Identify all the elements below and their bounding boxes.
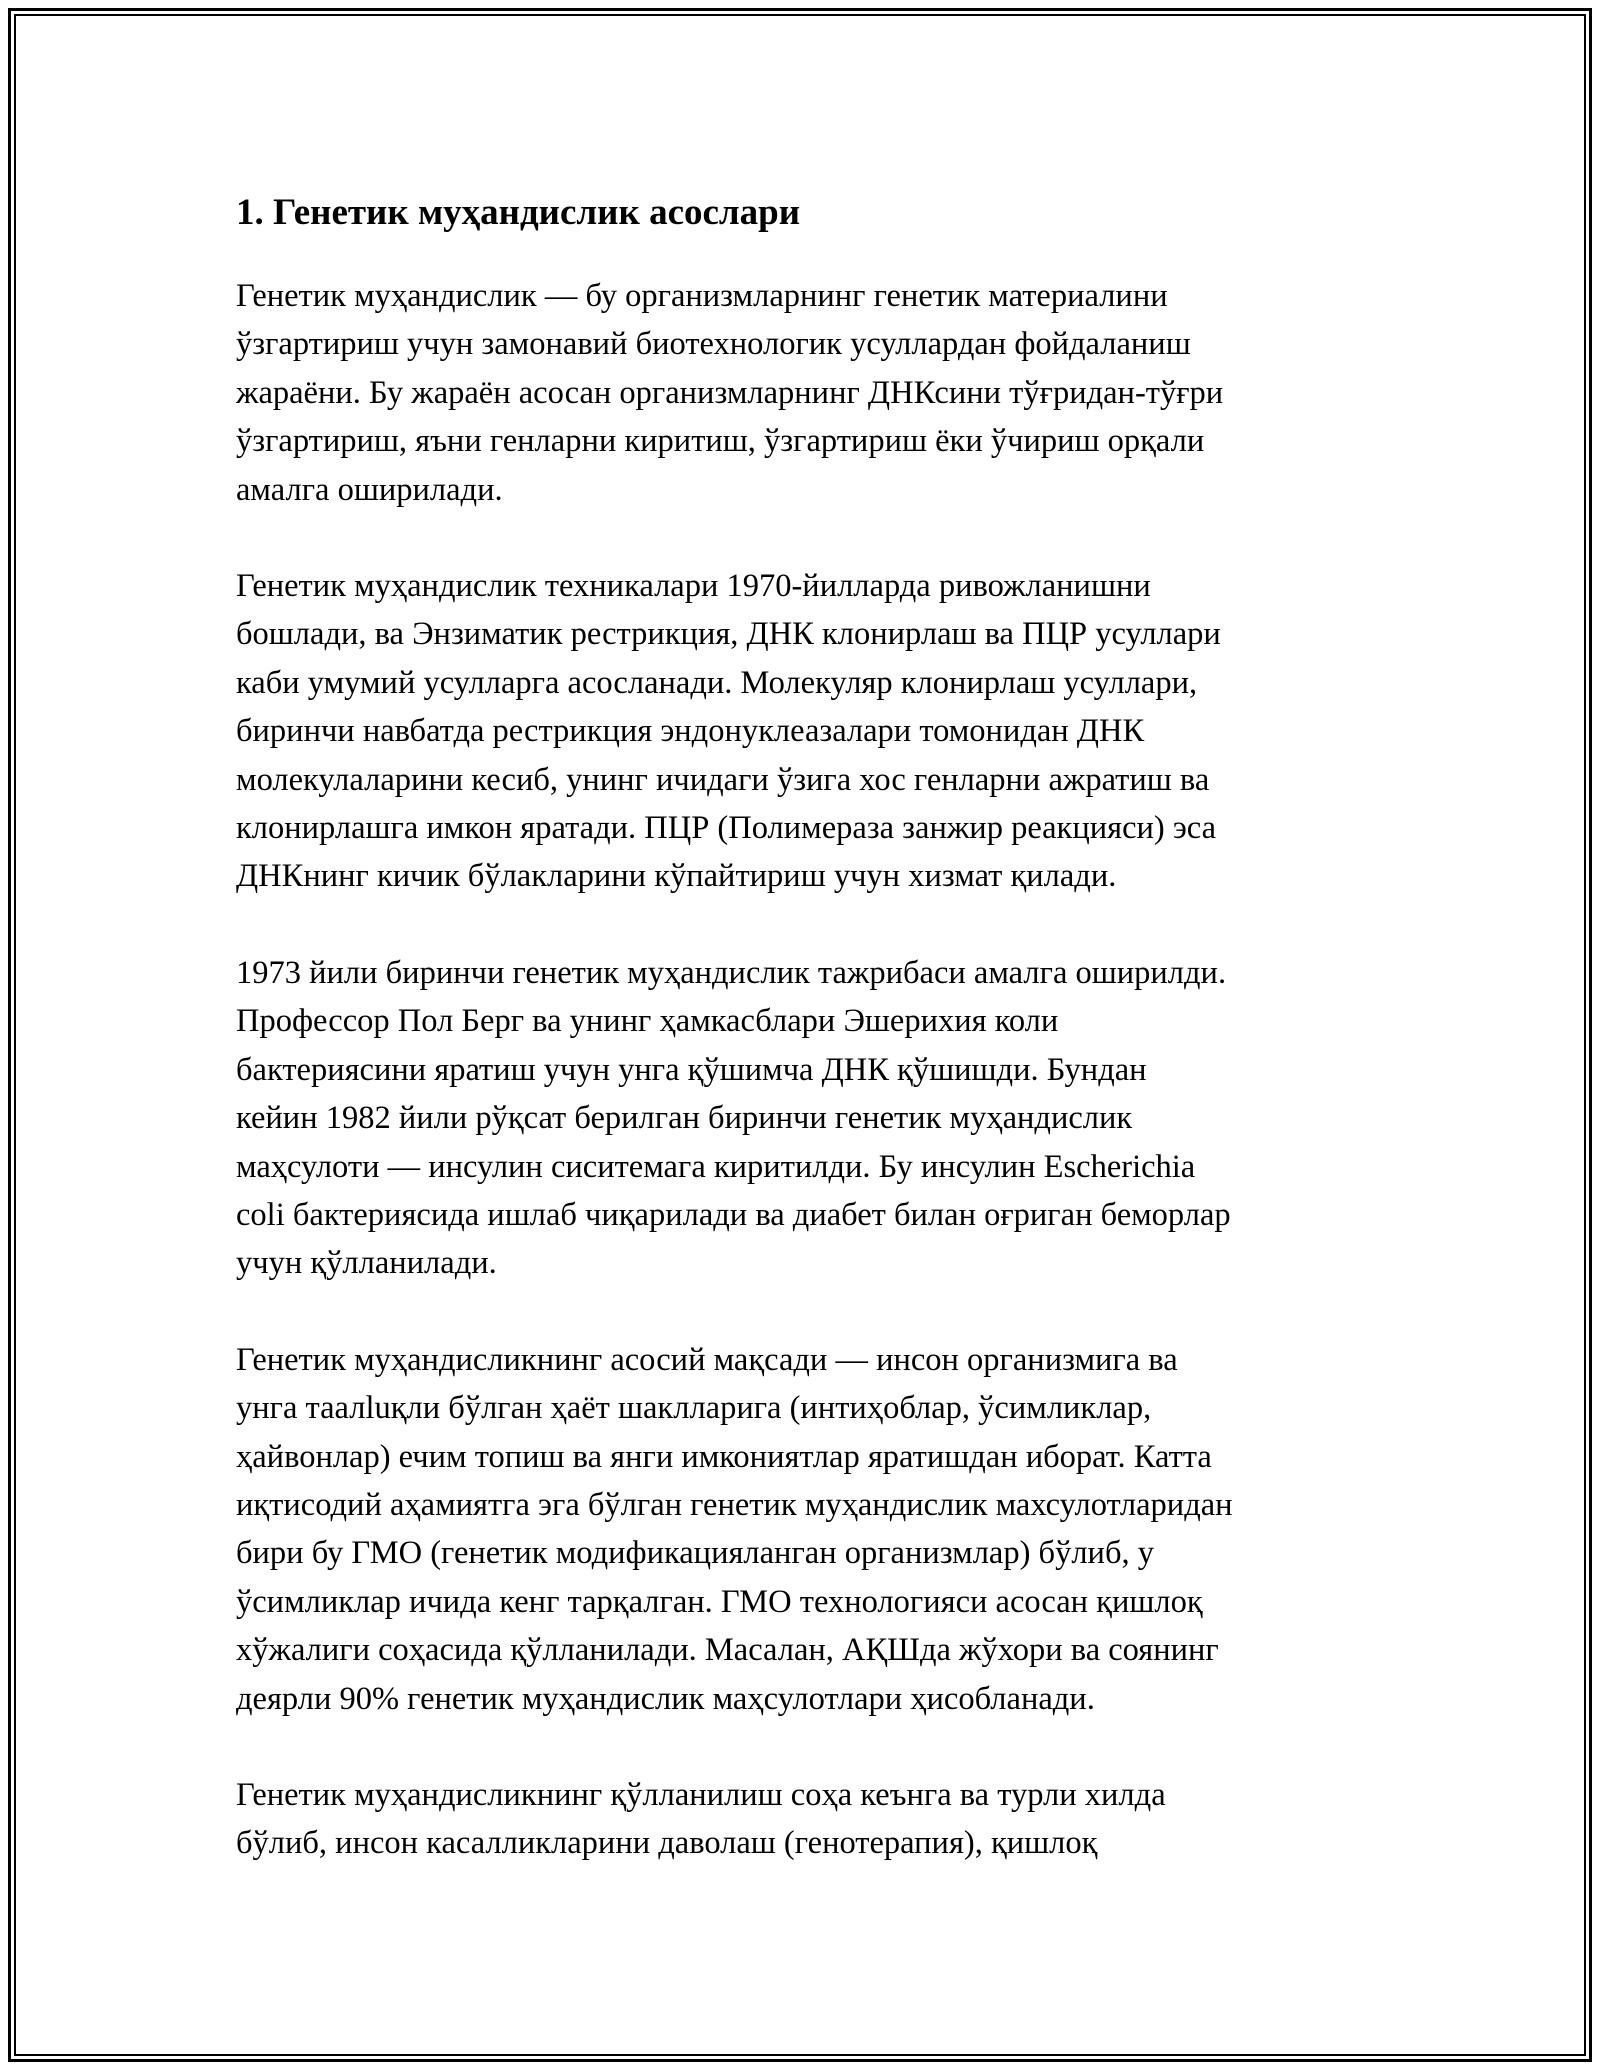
text-line: каби умумий усулларга асосланади. Молекуляр клонирлаш усуллари, [236,664,1198,701]
text-line: амалга оширилади. [236,471,503,508]
text-line: унга таалluқли бўлган ҳаёт шаклларига (интиҳоблар, ўсимликлар, [236,1390,1152,1427]
text-line: бири бу ГМО (генетик модификацияланган организмлар) бўлиб, у [236,1535,1154,1572]
text-line: хўжалиги соҳасида қўлланилади. Масалан, АҚШда жўхори ва соянинг [236,1632,1219,1669]
text-line: иқтисодий аҳамиятга эга бўлган генетик муҳандислик махсулотларидан [236,1486,1233,1523]
text-line: Генетик муҳандислик — бу организмларнинг генетик материалини [236,278,1168,314]
paragraph-5 [236,1771,1376,1868]
text-line: Генетик муҳандислик техникалари 1970-йилларда ривожланишни [236,568,1151,605]
text-line: ДНКнинг кичик бўлакларини кўпайтириш учун хизмат қилади. [236,858,1117,895]
text-line: ҳайвонлар) ечим топиш ва янги имкониятлар яратишдан иборат. Катта [236,1438,1212,1475]
paragraph-3 [236,949,1376,1288]
text-line: Генетик муҳандисликнинг қўлланилиш соҳа кеънга ва турли хилда [236,1776,1166,1813]
document-body [236,188,1376,1916]
section-heading: 1. Генетик муҳандислик асослари [236,192,801,233]
text-line: жараёни. Бу жараён асосан организмларнинг ДНКсини тўғридан-тўғри [236,374,1224,411]
text-line: ўзгартириш учун замонавий биотехнологик усуллардан фойдаланиш [236,326,1191,363]
text-line: ўзгартириш, яъни генларни киритиш, ўзгартириш ёки ўчириш орқали [236,423,1205,460]
text-line: учун қўлланилади. [236,1245,497,1282]
text-line: ўсимликлар ичида кенг тарқалган. ГМО технологияси асосан қишлоқ [236,1583,1203,1620]
text-line: маҳсулоти — инсулин сиситемага киритилди. Бу инсулин Escherichia [236,1148,1196,1185]
text-line: Профессор Пол Берг ва унинг ҳамкасблари Эшерихия коли [236,1003,1059,1040]
text-line: кейин 1982 йили рўқсат берилган биринчи генетик муҳандислик [236,1100,1133,1137]
text-line: бактериясини яратиш учун унга қўшимча ДНК қўшишди. Бундан [236,1051,1147,1088]
text-line: клонирлашга имкон яратади. ПЦР (Полимераза занжир реакцияси) эса [236,810,1217,847]
text-line: 1973 йили биринчи генетик муҳандислик тажрибаси амалга оширилди. [236,954,1227,991]
text-line: Генетик муҳандисликнинг асосий мақсади — инсон организмига ва [236,1341,1178,1378]
text-line: деярли 90% генетик муҳандислик маҳсулотлари ҳисобланади. [236,1680,1095,1717]
text-line: бошлади, ва Энзиматик рестрикция, ДНК клонирлаш ва ПЦР усуллари [236,616,1221,653]
text-line: coli бактериясида ишлаб чиқарилади ва диабет билан оғриган беморлар [236,1196,1231,1233]
paragraph-2 [236,562,1376,901]
paragraph-4 [236,1336,1376,1723]
text-line: бўлиб, инсон касалликларини даволаш (генотерапия), қишлоқ [236,1825,1098,1862]
text-line: биринчи навбатда рестрикция эндонуклеазалари томонидан ДНК [236,713,1145,750]
text-line: молекулаларини кесиб, унинг ичидаги ўзига хос генларни ажратиш ва [236,761,1210,798]
paragraph-1 [236,272,1376,514]
